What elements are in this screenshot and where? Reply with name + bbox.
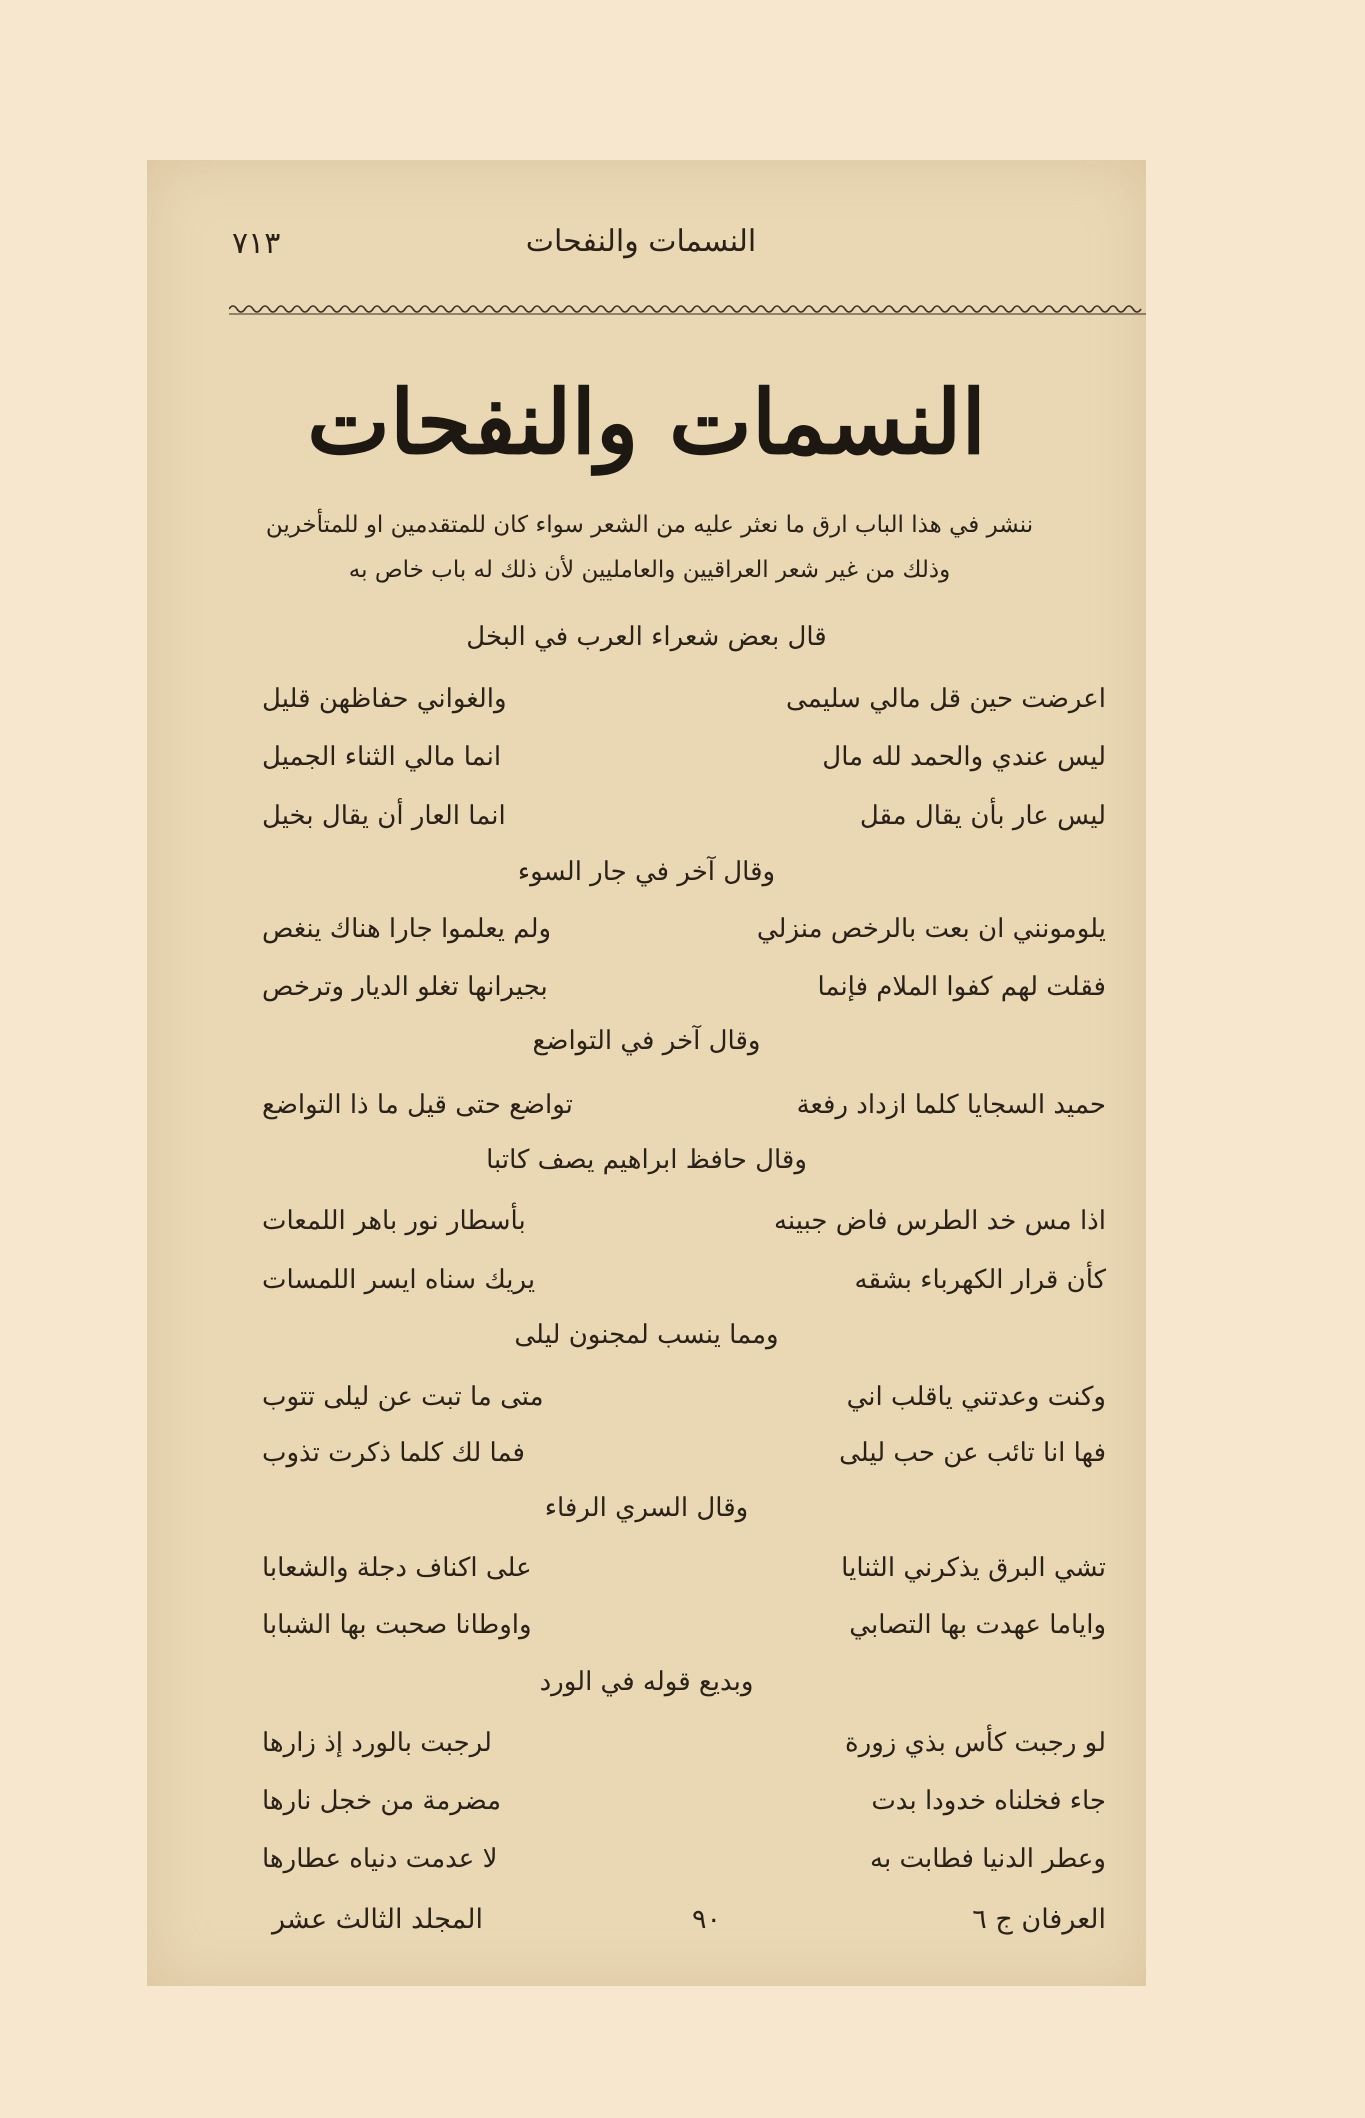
section-heading: قال بعض شعراء العرب في البخل xyxy=(466,622,827,652)
hemistich-first: وكنت وعدتني ياقلب اني xyxy=(846,1382,1106,1412)
intro-line-2: وذلك من غير شعر العراقيين والعامليين لأن ذلك له باب خاص به xyxy=(348,557,951,583)
hemistich-first: جاء فخلناه خدودا بدت xyxy=(871,1786,1106,1816)
hemistich-second: متى ما تبت عن ليلى تتوب xyxy=(262,1382,544,1412)
intro-line-1: ننشر في هذا الباب ارق ما نعثر عليه من الشعر سواء كان للمتقدمين او للمتأخرين xyxy=(265,512,1034,538)
section-heading: وبديع قوله في الورد xyxy=(539,1667,754,1697)
hemistich-first: فقلت لهم كفوا الملام فإنما xyxy=(817,972,1106,1002)
running-head-title: النسمات والنفحات xyxy=(525,224,757,259)
hemistich-second: والغواني حفاظهن قليل xyxy=(262,684,507,714)
journal-page xyxy=(147,160,1146,1986)
decorative-rule xyxy=(229,302,1146,316)
section-heading: وقال آخر في التواضع xyxy=(532,1026,761,1056)
hemistich-second: على اكناف دجلة والشعابا xyxy=(262,1553,532,1583)
verse xyxy=(262,914,1106,962)
hemistich-second: يريك سناه ايسر اللمسات xyxy=(262,1265,536,1295)
hemistich-first: اذا مس خد الطرس فاض جبينه xyxy=(773,1206,1106,1236)
hemistich-second: لرجبت بالورد إذ زارها xyxy=(262,1728,492,1758)
verse xyxy=(262,801,1106,849)
hemistich-second: واوطانا صحبت بها الشبابا xyxy=(262,1610,532,1640)
hemistich-second: بجيرانها تغلو الديار وترخص xyxy=(262,972,548,1002)
footer-journal: العرفان ج ٦ xyxy=(972,1904,1106,1935)
hemistich-second: انما مالي الثناء الجميل xyxy=(262,742,502,772)
running-head xyxy=(147,224,1146,274)
verse xyxy=(262,1786,1106,1834)
hemistich-first: تشي البرق يذكرني الثنايا xyxy=(841,1553,1106,1583)
section-heading: وقال آخر في جار السوء xyxy=(517,857,776,887)
footer-number: ٩٠ xyxy=(691,1904,721,1935)
page-number: ٧١٣ xyxy=(232,226,281,261)
hemistich-second: ولم يعلموا جارا هناك ينغص xyxy=(262,914,552,944)
hemistich-first: فها انا تائب عن حب ليلى xyxy=(839,1438,1106,1468)
hemistich-first: لو رجبت كأس بذي زورة xyxy=(845,1728,1106,1758)
footer-volume: المجلد الثالث عشر xyxy=(272,1904,483,1935)
hemistich-second: مضرمة من خجل نارها xyxy=(262,1786,502,1816)
hemistich-second: بأسطار نور باهر اللمعات xyxy=(262,1206,526,1236)
hemistich-first: واياما عهدت بها التصابي xyxy=(849,1610,1106,1640)
verse xyxy=(262,1206,1106,1254)
hemistich-second: لا عدمت دنياه عطارها xyxy=(262,1844,498,1874)
verse xyxy=(262,1090,1106,1138)
verse xyxy=(262,1553,1106,1601)
hemistich-second: تواضع حتى قيل ما ذا التواضع xyxy=(262,1090,573,1120)
hemistich-first: كأن قرار الكهرباء بشقه xyxy=(854,1265,1106,1295)
hemistich-second: انما العار أن يقال بخيل xyxy=(262,801,506,831)
verse xyxy=(262,1610,1106,1658)
hemistich-first: حميد السجايا كلما ازداد رفعة xyxy=(796,1090,1106,1120)
main-title: النسمات والنفحات xyxy=(307,370,986,474)
verse xyxy=(262,1438,1106,1486)
verse xyxy=(262,684,1106,732)
page-footer xyxy=(147,1904,1146,1954)
verse xyxy=(262,972,1106,1020)
hemistich-first: وعطر الدنيا فطابت به xyxy=(870,1844,1106,1874)
hemistich-second: فما لك كلما ذكرت تذوب xyxy=(262,1438,525,1468)
verse xyxy=(262,1382,1106,1430)
section-heading: وقال السري الرفاء xyxy=(544,1493,749,1523)
hemistich-first: ليس عار بأن يقال مقل xyxy=(859,801,1106,831)
hemistich-first: ليس عندي والحمد لله مال xyxy=(822,742,1106,772)
verse xyxy=(262,1265,1106,1313)
section-heading: وقال حافظ ابراهيم يصف كاتبا xyxy=(486,1145,807,1175)
hemistich-first: اعرضت حين قل مالي سليمى xyxy=(786,684,1106,714)
verse xyxy=(262,1844,1106,1892)
section-heading: ومما ينسب لمجنون ليلى xyxy=(514,1320,779,1350)
verse xyxy=(262,1728,1106,1776)
hemistich-first: يلومونني ان بعت بالرخص منزلي xyxy=(756,914,1106,944)
verse xyxy=(262,742,1106,790)
